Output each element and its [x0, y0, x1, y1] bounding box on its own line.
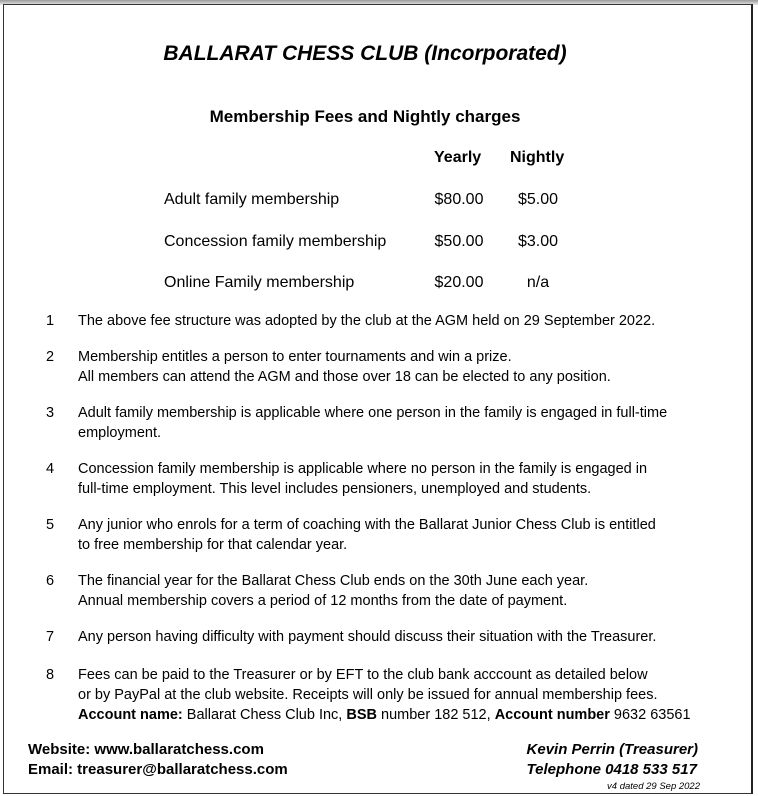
column-header-yearly: Yearly — [434, 149, 482, 166]
fee-label: Concession family membership — [164, 233, 387, 250]
note-number: 8 — [46, 667, 55, 683]
fee-label: Online Family membership — [164, 274, 355, 291]
fees-subtitle: Membership Fees and Nightly charges — [209, 107, 521, 126]
bank-details — [78, 705, 728, 725]
bsb-number: number 182 512, — [376, 707, 495, 723]
note-text — [78, 571, 728, 611]
note-line: The above fee structure was adopted by the club at the AGM held on 29 September 2022. — [78, 313, 656, 329]
note-text — [78, 311, 728, 331]
note-text — [78, 459, 728, 499]
note-text — [78, 627, 728, 647]
fee-nightly: n/a — [526, 274, 550, 291]
note-line: Any person having difficulty with payment should discuss their situation with the Treasurer. — [78, 629, 657, 645]
note-line: Any junior who enrols for a term of coaching with the Ballarat Junior Chess Club is entitled — [78, 517, 656, 533]
note-line: full-time employment. This level includes pensioners, unemployed and students. — [78, 481, 592, 497]
email-link[interactable]: Email: treasurer@ballaratchess.com — [28, 761, 288, 778]
fee-yearly: $50.00 — [434, 233, 484, 250]
note-line: employment. — [78, 425, 162, 441]
note-line: to free membership for that calendar year. — [78, 537, 348, 553]
note-number: 1 — [46, 313, 55, 329]
note-number: 4 — [46, 461, 55, 477]
note-text — [78, 665, 728, 725]
footer-contact — [28, 740, 288, 780]
note-number: 5 — [46, 517, 55, 533]
account-name-label: Account name: — [78, 707, 183, 723]
note-line: The financial year for the Ballarat Chess Club ends on the 30th June each year. — [78, 573, 589, 589]
note-line: Membership entitles a person to enter tournaments and win a prize. — [78, 349, 512, 365]
note-number: 3 — [46, 405, 55, 421]
treasurer-telephone: Telephone 0418 533 517 — [526, 761, 697, 778]
treasurer-name: Kevin Perrin (Treasurer) — [526, 741, 698, 758]
fee-label: Adult family membership — [164, 191, 340, 208]
fee-yearly: $80.00 — [434, 191, 484, 208]
fee-yearly: $20.00 — [434, 274, 484, 291]
note-text — [78, 347, 728, 387]
note-line: Annual membership covers a period of 12 months from the date of payment. — [78, 593, 568, 609]
account-number-label: Account number — [494, 707, 610, 723]
note-line: or by PayPal at the club website. Receipts will only be issued for annual membership fees. — [78, 687, 658, 703]
note-number: 7 — [46, 629, 55, 645]
note-line: Adult family membership is applicable where one person in the family is engaged in full-time — [78, 405, 668, 421]
footer-treasurer — [527, 740, 698, 780]
fee-nightly: $5.00 — [517, 191, 559, 208]
fee-nightly: $3.00 — [517, 233, 559, 250]
note-line: All members can attend the AGM and those over 18 can be elected to any position. — [78, 369, 611, 385]
account-name: Ballarat Chess Club Inc, — [182, 707, 347, 723]
column-header-nightly: Nightly — [510, 149, 565, 166]
website-link[interactable]: Website: www.ballaratchess.com — [28, 741, 264, 758]
version-note: v4 dated 29 Sep 2022 — [607, 781, 700, 792]
account-number: 9632 63561 — [609, 707, 691, 723]
note-number: 6 — [46, 573, 55, 589]
bsb-label: BSB — [346, 707, 377, 723]
note-line: Fees can be paid to the Treasurer or by EFT to the club bank acccount as detailed below — [78, 667, 648, 683]
note-text — [78, 403, 728, 443]
club-title: BALLARAT CHESS CLUB (Incorporated) — [163, 42, 567, 65]
note-text — [78, 515, 728, 555]
note-line: Concession family membership is applicable where no person in the family is engaged in — [78, 461, 648, 477]
note-number: 2 — [46, 349, 55, 365]
